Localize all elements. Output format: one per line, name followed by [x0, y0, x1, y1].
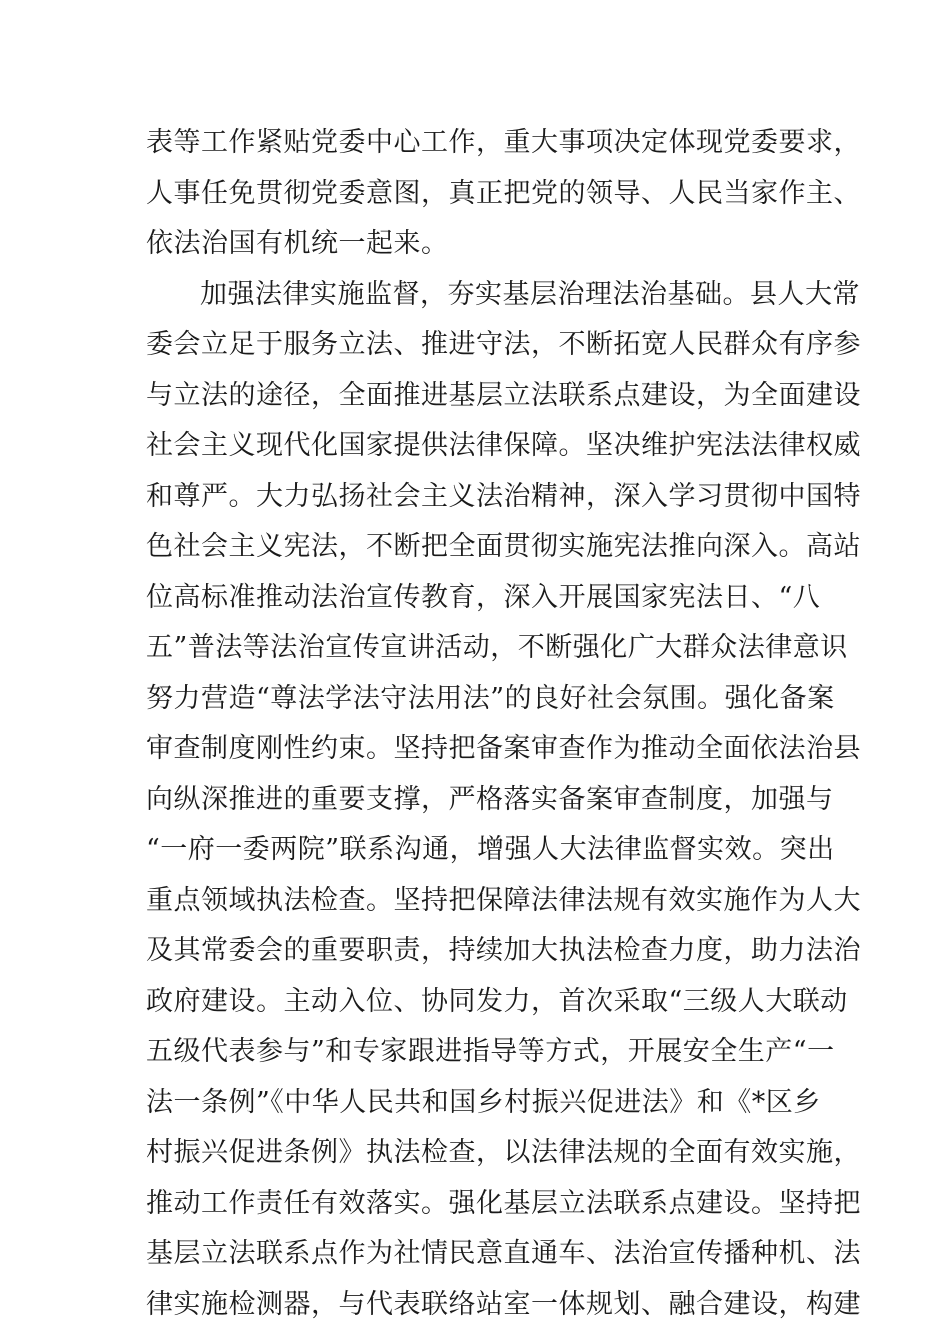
- text-line: “一府一委两院”联系沟通，增强人大法律监督实效。突出: [146, 834, 835, 865]
- text-line: 努力营造“尊法学法守法用法”的良好社会氛围。强化备案: [146, 682, 835, 714]
- text-line: 政府建设。主动入位、协同发力，首次采取“三级人大联动: [146, 985, 848, 1017]
- text-line: 村振兴促进条例》执法检查，以法律法规的全面有效实施，: [146, 1137, 861, 1168]
- body-text: [146, 118, 861, 1330]
- text-line: 委会立足于服务立法、推进守法，不断拓宽人民群众有序参: [146, 329, 861, 360]
- text-line: 与立法的途径，全面推进基层立法联系点建设，为全面建设: [146, 379, 861, 411]
- text-line: 和尊严。大力弘扬社会主义法治精神，深入学习贯彻中国特: [146, 480, 861, 512]
- text-line: 五”普法等法治宣传宣讲活动，不断强化广大群众法律意识: [146, 632, 848, 663]
- text-line: 位高标准推动法治宣传教育，深入开展国家宪法日、“八: [146, 581, 821, 613]
- text-line: 依法治国有机统一起来。: [146, 228, 449, 259]
- text-line: 表等工作紧贴党委中心工作，重大事项决定体现党委要求，: [146, 127, 861, 158]
- text-line: 色社会主义宪法，不断把全面贯彻实施宪法推向深入。高站: [146, 531, 861, 562]
- text-line: 人事任免贯彻党委意图，真正把党的领导、人民当家作主、: [146, 177, 861, 209]
- text-line: 推动工作责任有效落实。强化基层立法联系点建设。坚持把: [146, 1187, 861, 1219]
- text-line: 重点领域执法检查。坚持把保障法律法规有效实施作为人大: [146, 884, 861, 916]
- text-line: 向纵深推进的重要支撑，严格落实备案审查制度，加强与: [146, 783, 834, 815]
- text-line: 律实施检测器，与代表联络站室一体规划、融合建设，构建: [146, 1288, 861, 1320]
- text-line: 社会主义现代化国家提供法律保障。坚决维护宪法法律权威: [146, 430, 861, 461]
- paragraph-first-line: 加强法律实施监督，夯实基层治理法治基础。县人大常: [200, 278, 860, 310]
- text-line: 五级代表参与”和专家跟进指导等方式，开展安全生产“一: [146, 1036, 835, 1067]
- text-line: 及其常委会的重要职责，持续加大执法检查力度，助力法治: [146, 935, 861, 966]
- text-line: 基层立法联系点作为社情民意直通车、法治宣传播种机、法: [146, 1238, 861, 1269]
- text-line: 审查制度刚性约束。坚持把备案审查作为推动全面依法治县: [146, 733, 861, 764]
- text-line: 法一条例”《中华人民共和国乡村振兴促进法》和《*区乡: [146, 1086, 821, 1118]
